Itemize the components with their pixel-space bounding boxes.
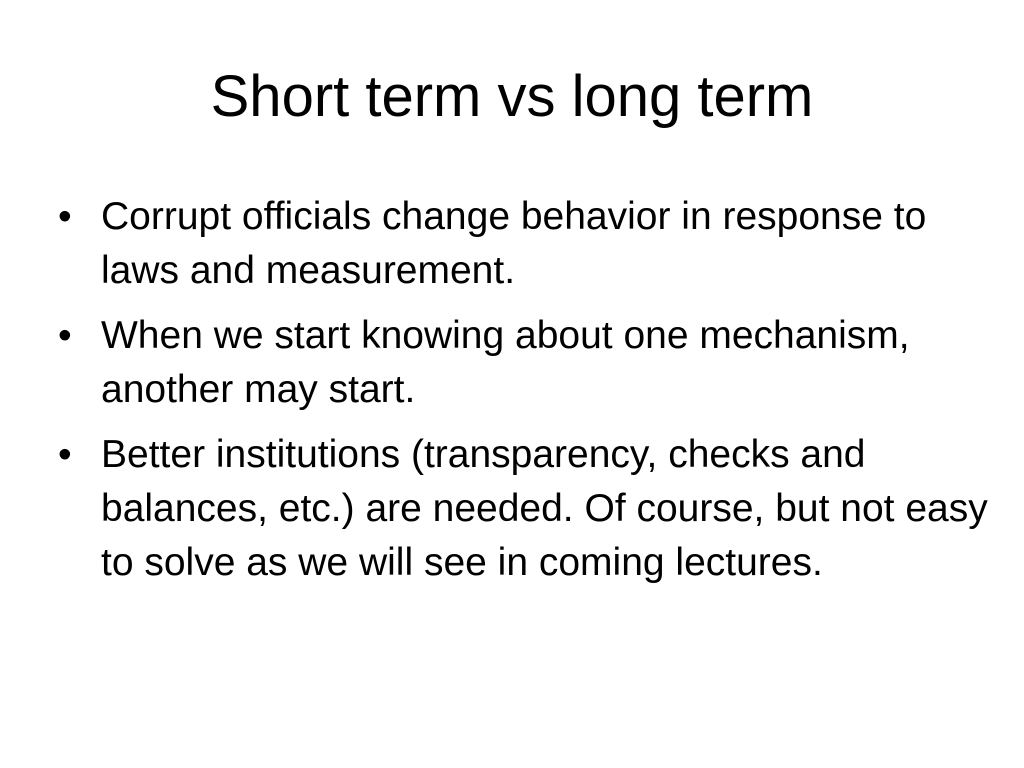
bullet-text: When we start knowing about one mechanism, another may start. [101, 314, 910, 411]
bullet-list [58, 190, 988, 601]
bullet-item [58, 190, 988, 298]
bullet-icon: • [58, 433, 72, 476]
bullet-item [58, 428, 988, 590]
bullet-icon: • [58, 314, 72, 357]
slide-title: Short term vs long term [210, 64, 814, 129]
bullet-text: Corrupt officials change behavior in response to laws and measurement. [101, 195, 927, 292]
bullet-text: Better institutions (transparency, checks and balances, etc.) are needed. Of course, but not easy to solve as we will see in coming lectures. [101, 433, 988, 584]
bullet-icon: • [58, 195, 72, 238]
bullet-item [58, 309, 988, 417]
